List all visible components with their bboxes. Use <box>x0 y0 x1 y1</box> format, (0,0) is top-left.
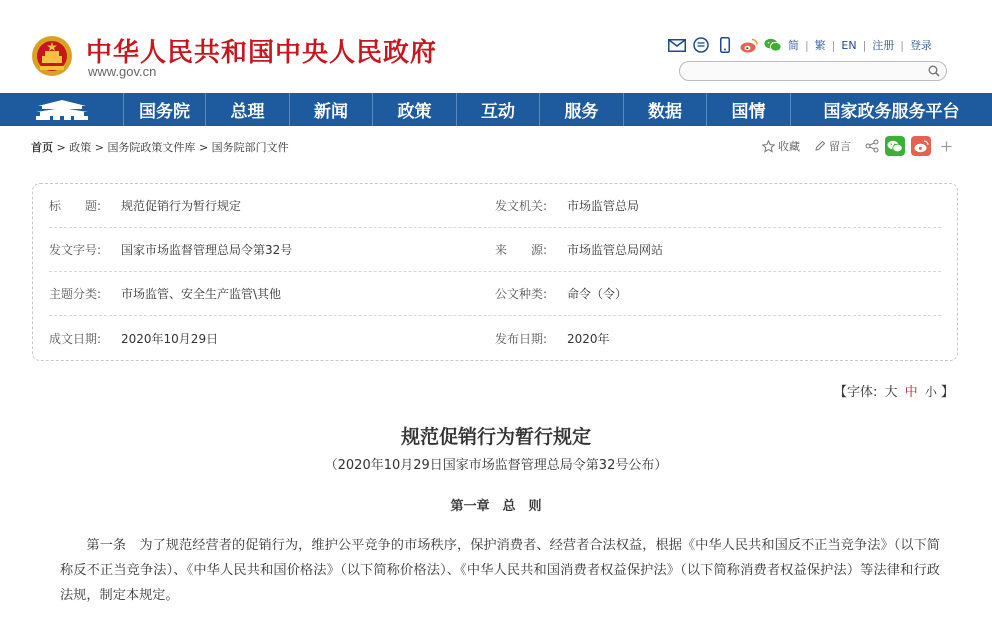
info-cell-published-date <box>495 330 941 347</box>
nav-home[interactable] <box>0 93 124 126</box>
info-label: 主题分类: <box>49 287 102 301</box>
breadcrumb-separator: > <box>198 141 209 154</box>
nav-item-state-council[interactable]: 国务院 <box>124 93 206 126</box>
traditional-chinese-link[interactable]: 繁 <box>814 39 826 52</box>
site-title[interactable]: 中华人民共和国中央人民政府 <box>86 38 438 68</box>
plus-icon <box>941 141 952 152</box>
breadcrumb-separator: > <box>56 141 66 154</box>
english-link[interactable]: EN <box>841 38 857 52</box>
nav-item-service-platform[interactable]: 国家政务服务平台 <box>823 102 960 122</box>
info-cell-issuer <box>495 197 941 214</box>
info-value: 市场监管总局网站 <box>567 243 664 257</box>
register-link[interactable]: 注册 <box>872 39 895 52</box>
wechat-icon <box>887 140 903 153</box>
info-row <box>49 184 941 228</box>
breadcrumb-policy-library[interactable]: 国务院政策文件库 <box>107 141 196 154</box>
separator: | <box>831 38 836 52</box>
more-share-button[interactable] <box>941 141 952 152</box>
chapter-heading: 第一章 总 则 <box>450 499 542 514</box>
breadcrumb-row <box>0 126 992 166</box>
mobile-icon[interactable] <box>716 37 734 53</box>
nav-item-premier[interactable]: 总理 <box>206 93 290 126</box>
info-value: 2020年10月29日 <box>121 331 219 346</box>
separator: | <box>804 38 809 52</box>
font-size-selector <box>834 381 954 400</box>
info-cell-topic <box>49 285 495 302</box>
national-emblem-icon[interactable] <box>30 34 74 78</box>
site-url[interactable]: www.gov.cn <box>88 64 157 79</box>
font-size-close-bracket: 】 <box>940 385 954 400</box>
nav-item-interaction[interactable]: 互动 <box>457 93 540 126</box>
breadcrumb-home[interactable]: 首页 <box>31 141 53 154</box>
info-value: 市场监管总局 <box>567 199 640 213</box>
font-size-small[interactable]: 小 <box>924 385 937 399</box>
weibo-icon <box>914 140 929 153</box>
mail-icon[interactable] <box>668 37 686 53</box>
info-row <box>49 272 941 316</box>
nav-item-policy[interactable]: 政策 <box>373 93 457 126</box>
login-link[interactable]: 登录 <box>910 39 932 52</box>
site-header <box>0 0 992 92</box>
share-weibo-button[interactable] <box>911 136 931 156</box>
nav-item-services[interactable]: 服务 <box>540 93 624 126</box>
search-input[interactable] <box>679 61 947 81</box>
comment-label: 留言 <box>829 140 851 153</box>
tiananmen-icon <box>34 99 90 121</box>
info-cell-type <box>495 285 941 302</box>
info-cell-title <box>49 197 495 214</box>
wechat-icon[interactable] <box>764 37 782 53</box>
nav-item-data[interactable]: 数据 <box>624 93 707 126</box>
star-icon <box>762 140 775 153</box>
article-title: 规范促销行为暂行规定 <box>400 426 591 448</box>
article-subtitle: （2020年10月29日国家市场监督管理总局令第32号公布） <box>324 458 668 473</box>
info-cell-source <box>495 241 941 258</box>
info-value: 规范促销行为暂行规定 <box>121 199 242 213</box>
info-value: 命令（令） <box>567 287 628 301</box>
nav-item-national-info[interactable]: 国情 <box>707 93 791 126</box>
document-info-table <box>32 183 958 361</box>
simplified-chinese-link[interactable]: 简 <box>787 39 799 52</box>
main-nav <box>0 93 992 126</box>
info-label: 成文日期: <box>49 331 102 346</box>
info-label: 来 源: <box>495 243 548 257</box>
breadcrumb-separator: > <box>94 141 104 154</box>
favorite-button[interactable] <box>762 138 800 154</box>
info-label: 标 题: <box>49 199 102 213</box>
info-row <box>49 316 941 360</box>
share-button[interactable] <box>865 139 879 153</box>
breadcrumb <box>31 139 289 155</box>
info-label: 发文字号: <box>49 243 102 257</box>
font-size-label: 【字体: <box>833 385 878 400</box>
share-toolbar <box>762 136 952 156</box>
comment-button[interactable] <box>814 138 851 154</box>
weibo-icon[interactable] <box>740 37 758 53</box>
info-value: 2020年 <box>567 331 610 346</box>
article-paragraph: 第一条 为了规范经营者的促销行为，维护公平竞争的市场秩序，保护消费者、经营者合法权益，根据《中华人民共和国反不正当竞争法》（以下简称反不正当竞争法）、《中华人民共和国价格法》（以下简称价格法）、《中华人民共和国消费者权益保护法》（以下简称消费者权益保护法）等法律和行政法规，制定本规定。 <box>60 538 940 603</box>
info-value: 市场监管、安全生产监管\其他 <box>121 287 282 301</box>
separator: | <box>862 38 867 52</box>
nav-item-news[interactable]: 新闻 <box>290 93 373 126</box>
favorite-label: 收藏 <box>778 140 800 153</box>
breadcrumb-policy[interactable]: 政策 <box>69 141 92 154</box>
separator: | <box>900 38 904 52</box>
pen-icon <box>814 140 826 152</box>
search-icon[interactable] <box>928 65 940 77</box>
top-toolbar <box>668 37 932 53</box>
breadcrumb-department-docs[interactable]: 国务院部门文件 <box>211 141 289 154</box>
info-cell-docno <box>49 241 495 258</box>
info-value: 国家市场监督管理总局令第32号 <box>121 243 293 257</box>
info-cell-written-date <box>49 330 495 347</box>
info-row <box>49 228 941 272</box>
info-label: 发布日期: <box>495 331 548 346</box>
share-wechat-button[interactable] <box>885 136 905 156</box>
font-size-large[interactable]: 大 <box>884 385 898 400</box>
share-icon <box>865 139 879 153</box>
info-label: 公文种类: <box>495 287 548 301</box>
message-icon[interactable] <box>692 37 710 53</box>
font-size-medium[interactable]: 中 <box>904 385 918 400</box>
info-label: 发文机关: <box>495 199 548 213</box>
